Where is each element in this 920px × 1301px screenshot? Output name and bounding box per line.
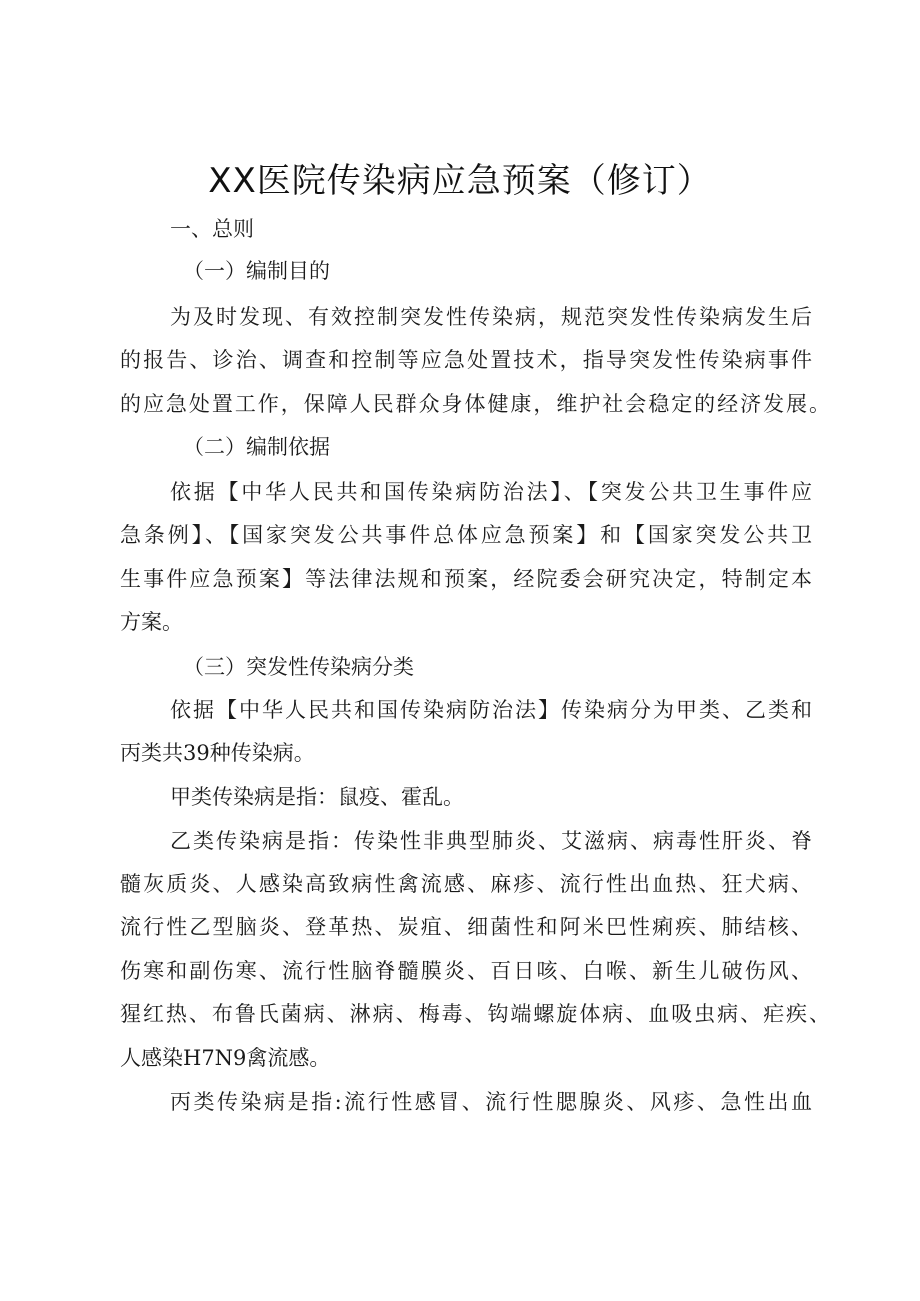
class-c-diseases: 丙类传染病是指:流行性感冒、流行性腮腺炎、风疹、急性出血 <box>170 1090 812 1114</box>
subsection-heading-purpose: （一）编制目的 <box>183 259 330 283</box>
paragraph-line: 方案。 <box>120 610 183 634</box>
paragraph-line: 乙类传染病是指：传染性非典型肺炎、艾滋病、病毒性肝炎、脊 <box>170 829 812 853</box>
document-title: XX医院传染病应急预案（修订） <box>208 161 712 201</box>
section-heading-general: 一、总则 <box>170 217 254 241</box>
subsection-heading-classification: （三）突发性传染病分类 <box>183 655 414 679</box>
paragraph-line: 猩红热、布鲁氏菌病、淋病、梅毒、钩端螺旋体病、血吸虫病、疟疾、 <box>120 1002 830 1026</box>
paragraph-line: 生事件应急预案】等法律法规和预案，经院委会研究决定，特制定本 <box>120 567 812 591</box>
paragraph-line: 的应急处置工作，保障人民群众身体健康，维护社会稳定的经济发展。 <box>120 392 830 416</box>
paragraph-line: 为及时发现、有效控制突发性传染病，规范突发性传染病发生后 <box>170 305 812 329</box>
paragraph-line: 依据【中华人民共和国传染病防治法】传染病分为甲类、乙类和 <box>170 698 812 722</box>
paragraph-line: 丙类共39种传染病。 <box>120 741 315 765</box>
subsection-heading-basis: （二）编制依据 <box>183 435 330 459</box>
paragraph-line: 伤寒和副伤寒、流行性脑脊髓膜炎、百日咳、白喉、新生儿破伤风、 <box>120 959 812 983</box>
paragraph-line: 髓灰质炎、人感染高致病性禽流感、麻疹、流行性出血热、狂犬病、 <box>120 872 812 896</box>
paragraph-line: 依据【中华人民共和国传染病防治法】、【突发公共卫生事件应 <box>170 480 812 504</box>
paragraph-line: 流行性乙型脑炎、登革热、炭疽、细菌性和阿米巴性痢疾、肺结核、 <box>120 915 812 939</box>
paragraph-line: 急条例】、【国家突发公共事件总体应急预案】和【国家突发公共卫 <box>120 523 812 547</box>
class-a-diseases: 甲类传染病是指：鼠疫、霍乱。 <box>170 785 464 809</box>
paragraph-line: 人感染H7N9禽流感。 <box>120 1046 331 1070</box>
paragraph-line: 的报告、诊治、调查和控制等应急处置技术，指导突发性传染病事件 <box>120 348 812 372</box>
